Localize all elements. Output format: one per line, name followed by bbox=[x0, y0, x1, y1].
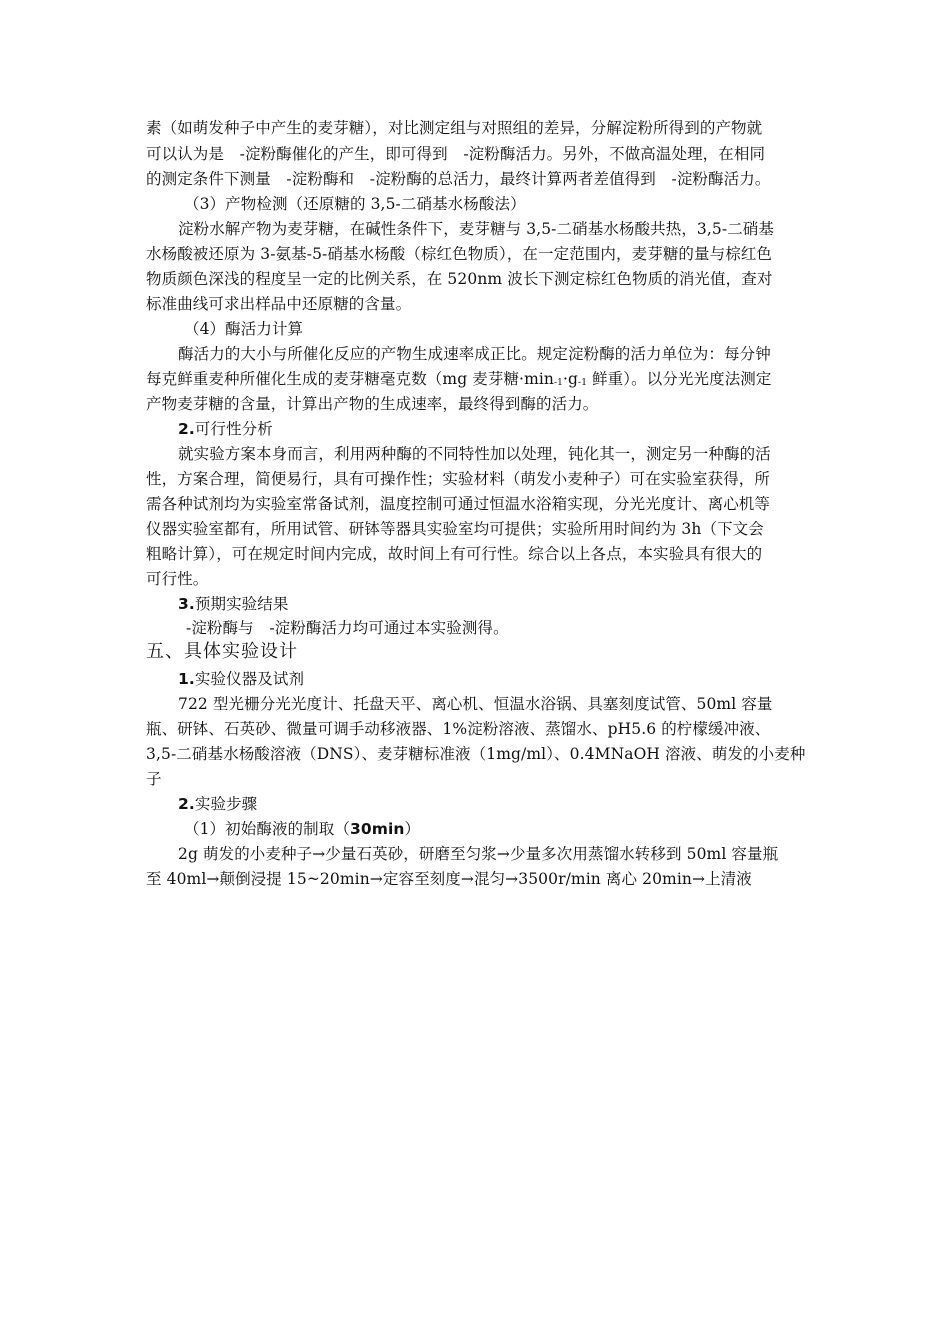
paragraph-line: 产物麦芽糖的含量，计算出产物的生成速率，最终得到酶的活力。 bbox=[146, 395, 599, 413]
text-fragment: （1）初始酶液的制取（ bbox=[184, 820, 350, 838]
section-number: 3. bbox=[178, 595, 195, 613]
paragraph-line: 性，方案合理，简便易行，具有可操作性；实验材料（萌发小麦种子）可在实验室获得，所 bbox=[146, 470, 771, 488]
paragraph-line: 需各种试剂均为实验室常备试剂，温度控制可通过恒温水浴箱实现，分光光度计、离心机等 bbox=[146, 495, 771, 513]
paragraph-line bbox=[146, 368, 810, 394]
paragraph-line: 可以认为是 -淀粉酶催化的产生，即可得到 -淀粉酶活力。另外，不做高温处理，在相同 bbox=[146, 145, 766, 163]
section-heading-feasibility bbox=[178, 418, 842, 440]
text-fragment: ） bbox=[404, 820, 421, 838]
section-heading-procedure bbox=[178, 793, 842, 815]
paragraph-line: -淀粉酶与 -淀粉酶活力均可通过本实验测得。 bbox=[186, 619, 509, 637]
subheading-crude-enzyme bbox=[184, 818, 848, 840]
text-fragment: ·g bbox=[562, 370, 579, 388]
superscript: -1 bbox=[554, 378, 563, 388]
paragraph-line: 可行性。 bbox=[146, 570, 209, 588]
paragraph-line: 3,5-二硝基水杨酸溶液（DNS）、麦芽糖标准液（1mg/ml）、0.4MNaOH 溶液、萌发的小麦种 bbox=[146, 745, 806, 763]
subheading-enzyme-activity: （4）酶活力计算 bbox=[184, 320, 304, 338]
paragraph-line: 酶活力的大小与所催化反应的产物生成速率成正比。规定淀粉酶的活力单位为：每分钟 bbox=[178, 345, 771, 363]
paragraph-line: 物质颜色深浅的程度呈一定的比例关系，在 520nm 波长下测定棕红色物质的消光值，查对 bbox=[146, 270, 773, 288]
section-number: 2. bbox=[178, 420, 195, 438]
section-title: 实验仪器及试剂 bbox=[194, 670, 305, 688]
paragraph-line: 素（如萌发种子中产生的麦芽糖），对比测定组与对照组的差异，分解淀粉所得到的产物就 bbox=[146, 119, 763, 137]
text-fragment: 每克鲜重麦种所催化生成的麦芽糖毫克数（mg 麦芽糖·min bbox=[146, 370, 555, 388]
section-title: 可行性分析 bbox=[194, 420, 273, 438]
paragraph-line: 瓶、研钵、石英砂、微量可调手动移液器、1%淀粉溶液、蒸馏水、pH5.6 的柠檬缓冲液、 bbox=[146, 720, 771, 738]
section-heading-instruments bbox=[178, 668, 842, 690]
paragraph-line: 水杨酸被还原为 3-氨基-5-硝基水杨酸（棕红色物质），在一定范围内，麦芽糖的量与棕红色 bbox=[146, 245, 773, 263]
paragraph-line: 的测定条件下测量 -淀粉酶和 -淀粉酶的总活力，最终计算两者差值得到 -淀粉酶活力。 bbox=[146, 170, 771, 188]
duration: 30min bbox=[349, 820, 405, 838]
paragraph-line: 就实验方案本身而言，利用两种酶的不同特性加以处理，钝化其一，测定另一种酶的活 bbox=[178, 445, 771, 463]
paragraph-line: 标准曲线可求出样品中还原糖的含量。 bbox=[146, 295, 412, 313]
paragraph-line: 淀粉水解产物为麦芽糖，在碱性条件下，麦芽糖与 3,5-二硝基水杨酸共热，3,5-二硝基 bbox=[178, 220, 775, 238]
paragraph-line: 粗略计算），可在规定时间内完成，故时间上有可行性。综合以上各点，本实验具有很大的 bbox=[146, 545, 763, 563]
superscript: -1 bbox=[578, 378, 588, 388]
section-title: 实验步骤 bbox=[194, 795, 258, 813]
section-number: 1. bbox=[178, 670, 195, 688]
paragraph-line: 722 型光栅分光光度计、托盘天平、离心机、恒温水浴锅、具塞刻度试管、50ml 容量 bbox=[178, 695, 773, 713]
section-number: 2. bbox=[178, 795, 195, 813]
text-fragment: 鲜重）。以分光光度法测定 bbox=[587, 370, 772, 388]
paragraph-line: 至 40ml→颠倒浸提 15~20min→定容至刻度→混匀→3500r/min 离心 20min→上清液 bbox=[146, 870, 752, 888]
section-heading-expected-results bbox=[178, 593, 842, 615]
paragraph-line: 仪器实验室都有，所用试管、研钵等器具实验室均可提供；实验所用时间约为 3h（下文会 bbox=[146, 520, 764, 538]
paragraph-line: 子 bbox=[146, 770, 162, 788]
section-heading-experiment-design: 五、具体实验设计 bbox=[146, 641, 298, 662]
paragraph-line: 2g 萌发的小麦种子→少量石英砂，研磨至匀浆→少量多次用蒸馏水转移到 50ml 容量瓶 bbox=[178, 845, 779, 863]
section-title: 预期实验结果 bbox=[194, 595, 289, 613]
subheading-product-detection: （3）产物检测（还原糖的 3,5-二硝基水杨酸法） bbox=[184, 195, 526, 213]
